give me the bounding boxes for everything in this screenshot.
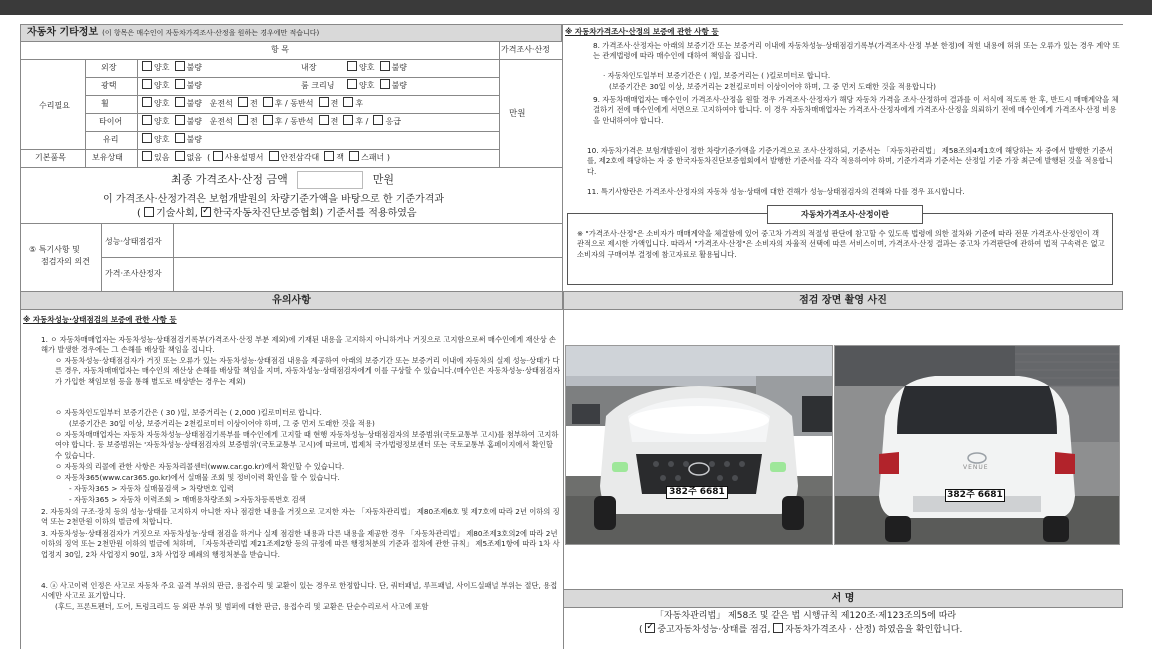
- basis-line-2: ( 기술사회, ✓ 한국자동차진단보증협회) 기준서를 적용하였음: [137, 207, 417, 221]
- special-label-1: ⑤ 특기사항 및: [29, 245, 80, 254]
- section-title-other-info: 자동차 기타정보 (이 항목은 매수인이 자동차가격조사·산정을 원하는 경우에만 적습니다): [21, 25, 562, 42]
- tire-options: 양호 불량 운전석 전 후 / 동반석 전 후 / 응급: [142, 115, 401, 129]
- label-glass: 유리: [103, 135, 119, 144]
- note-3: 3. 자동차성능·상태점검자가 거짓으로 자동차성능·상태 점검을 하거나 실제 점검한 내용과 다른 내용을 제공한 경우 「자동차관리법」 제80조제3호의2에 따라 2년 이하의 징역 또는 2천만원 이하의 벌금에 처하며, 「자동차관리법 제21조제2항 등의 규정에 따른 행정처분의 기준과 절차에 관한 규칙」 제5조제1항에 따라 1차 사업정지 30일, 2차 사업정지 90일, 3차 사업장 폐쇄의 행정처분을 받습니다.: [41, 529, 560, 559]
- notes-header: 유의사항: [21, 292, 563, 310]
- tire-spare-checkbox[interactable]: [373, 115, 383, 125]
- clause-8-sub-2: (보증기간은 30일 이상, 보증거리는 2천킬로미터 이상이어야 하며, 그 중 먼저 도래한 것을 적용합니다): [609, 82, 936, 91]
- rear-brand-emblem: VENUE: [963, 464, 989, 471]
- tire-passenger-front-checkbox[interactable]: [319, 115, 329, 125]
- price-survey-checkbox[interactable]: [773, 623, 783, 633]
- front-photo: [565, 345, 833, 545]
- final-price-row: [171, 171, 394, 189]
- label-exterior: 외장: [101, 63, 117, 72]
- interior-bad-checkbox[interactable]: [380, 61, 390, 71]
- wheel-bad-checkbox[interactable]: [175, 97, 185, 107]
- gloss-bad-checkbox[interactable]: [175, 79, 185, 89]
- basis-line-1: 이 가격조사·산정가격은 보험개발원의 차량기준가액을 바탕으로 한 기준가격과: [103, 194, 445, 205]
- price-inspector-label: 가격·조사산정자: [105, 269, 162, 278]
- tire-driver-front-checkbox[interactable]: [238, 115, 248, 125]
- col-header-price: 가격조사·산정: [501, 45, 550, 54]
- label-room-clean: 룸 크리닝: [301, 81, 335, 90]
- clause-9: 9. 자동차매매업자는 매수인이 가격조사·산정을 원할 경우 가격조사·산정자가 해당 자동차 가격을 조사·산정하여 결과를 이 서식에 적도록 한 후, 반드시 매매계약을 체결하기 전에 매수인에게 서면으로 고지하여야 합니다. 이 경우 자동차매매업자는 가격조사·산정자에게 가격조사·산정을 의뢰하기 전에 매수인에게 가격조사·산정 비용을 안내하여야 합니다.: [593, 95, 1119, 125]
- note-2: 2. 자동차의 구조·장치 등의 성능·상태를 고지하지 아니한 자나 점검한 내용을 거짓으로 고지한 자는 「자동차관리법」 제80조제6호 및 제7호에 따라 2년 이하의 징역 또는 2천만원 이하의 벌금에 처합니다.: [41, 507, 560, 527]
- possession-have-checkbox[interactable]: [142, 151, 152, 161]
- final-price-input[interactable]: [297, 171, 363, 189]
- tire-bad-checkbox[interactable]: [175, 115, 185, 125]
- exterior-options: 양호 불량: [142, 61, 202, 75]
- spanner-checkbox[interactable]: [349, 151, 359, 161]
- glass-good-checkbox[interactable]: [142, 133, 152, 143]
- tire-passenger-rear-checkbox[interactable]: [343, 115, 353, 125]
- signature-header: 서 명: [564, 590, 1123, 608]
- room-clean-bad-checkbox[interactable]: [380, 79, 390, 89]
- possession-none-checkbox[interactable]: [175, 151, 185, 161]
- wheel-driver-front-checkbox[interactable]: [238, 97, 248, 107]
- interior-good-checkbox[interactable]: [347, 61, 357, 71]
- note-1f: ㅇ 자동차365(www.car365.go.kr)에서 실매물 조회 및 정비이력 확인을 할 수 있습니다.: [55, 473, 340, 482]
- room-clean-options: 양호 불량: [347, 79, 407, 93]
- wheel-good-checkbox[interactable]: [142, 97, 152, 107]
- photos-header: 점검 장면 촬영 사진: [564, 292, 1123, 310]
- price-definition-title: 자동차가격조사·산정이란: [767, 205, 923, 224]
- top-bar: [0, 0, 1152, 15]
- wheel-options: 양호 불량 운전석 전 후 / 동반석 전 후: [142, 97, 363, 111]
- exterior-bad-checkbox[interactable]: [175, 61, 185, 71]
- clause-8: 8. 가격조사·산정자는 아래의 보증기간 또는 보증거리 이내에 자동차성능·상태점검기록부(가격조사·산정 부분 한정)에 적힌 내용에 허위 또는 오류가 있는 경우 계약 또는 관계법령에 따라 매수인에 대하여 책임을 집니다.: [593, 41, 1120, 61]
- gloss-options: 양호 불량: [142, 79, 202, 93]
- note-1: 1. ㅇ 자동차매매업자는 자동차성능·상태점검기록부(가격조사·산정 부분 제외)에 기재된 내용을 고지하지 아니하거나 거짓으로 고지함으로써 매수인에게 재산상 손해가 발생한 경우에는 그 손해를 배상할 책임을 집니다.: [41, 335, 556, 355]
- wheel-passenger-rear-checkbox[interactable]: [343, 97, 353, 107]
- triangle-checkbox[interactable]: [269, 151, 279, 161]
- perf-inspector-label: 성능·상태점검자: [105, 237, 162, 246]
- note-4: 4. ⓐ 사고이력 인정은 사고로 자동차 주요 골격 부위의 판금, 용접수리 및 교환이 있는 경우로 한정합니다. 단, 쿼터패널, 루프패널, 사이드실패널 부위는 절단, 용접 시에만 사고로 표기합니다.: [41, 581, 558, 601]
- label-wheel: 휠: [101, 99, 109, 108]
- note-1c: ㅇ 자동차인도일부터 보증기간은 ( 30 )일, 보증거리는 ( 2,000 )킬로미터로 합니다.: [55, 408, 322, 417]
- note-4b: (후드, 프론트펜더, 도어, 트렁크리드 등 외판 부위 및 범퍼에 대한 판금, 용접수리 및 교환은 단순수리로서 사고에 포함: [55, 602, 429, 611]
- label-interior: 내장: [301, 63, 317, 72]
- note-1b: ㅇ 자동차성능·상태점검자가 거짓 또는 오류가 있는 자동차성능·상태점검 내용을 제공하여 아래의 보증기간 또는 보증거리 이내에 자동차의 실제 성능·상태가 다른 경우, 자동차매매업자는 매수인의 재산상 손해를 배상할 책임을 지며, 자동차성능·상태점검자에게 이를 구상할 수 있습니다.(매수인은 자동차성능·상태점검자가 가입한 책임보험 등을 통해 별도로 배상받는 경우는 제외): [55, 356, 561, 386]
- note-1f2: - 자동차365 > 자동차 이력조회 > 매매용차량조회 >자동차등록번호 검색: [69, 495, 306, 504]
- group-basic-label: 기본품목: [35, 153, 66, 162]
- inspection-sheet: [20, 24, 1123, 649]
- rear-license-plate: 382주 6681: [945, 489, 1005, 502]
- tire-good-checkbox[interactable]: [142, 115, 152, 125]
- wheel-driver-rear-checkbox[interactable]: [263, 97, 273, 107]
- front-photo-svg: [566, 346, 832, 544]
- exterior-good-checkbox[interactable]: [142, 61, 152, 71]
- glass-options: 양호 불량: [142, 133, 202, 147]
- wheel-passenger-front-checkbox[interactable]: [319, 97, 329, 107]
- label-possession: 보유상태: [92, 153, 123, 162]
- note-1d: ㅇ 자동차매매업자는 자동차 자동차성능·상태점검기록부를 매수인에게 고지할 때 현행 자동차성능·상태점검자의 보증범위(국토교통부 고시)를 첨부하여 고지하여야 합니다. 등 보증범위는 '자동차성능·상태점검자의 보증범위'(국토교통부 고시)에 따르며, 법제처 국가법령정보센터 또는 국토교통부 홈페이지에서 확인할 수 있습니다.: [55, 430, 559, 460]
- rear-photo-svg: [835, 346, 1119, 544]
- rear-photo: [834, 345, 1120, 545]
- clause-10: 10. 자동차가격은 보험개발원이 정한 차량기준가액을 기준가격으로 조사·산정하되, 기준서는 「자동차관리법」 제58조의4제1호에 해당하는 자 중에서 발행한 기준서를, 제2호에 해당하는 자 중 한국자동차진단보증협회에서 발행한 기준서를 각각 적용하여야 하며, 기준가격과 기준서는 산정일 기준 가장 최근에 발행된 것을 적용합니다.: [587, 146, 1113, 176]
- jack-checkbox[interactable]: [324, 151, 334, 161]
- interior-options: 양호 불량: [347, 61, 407, 75]
- label-tire: 타이어: [99, 117, 123, 126]
- final-price-unit: 만원: [372, 173, 395, 186]
- note-1e: ㅇ 자동차의 리콜에 관한 사항은 자동차리콜센터(www.car.go.kr)에서 확인할 수 있습니다.: [55, 462, 345, 471]
- right-top-heading: ※ 자동차가격조사·산정의 보증에 관한 사항 등: [565, 27, 719, 36]
- note-1c2: (보증기간은 30일 이상, 보증거리는 2천킬로미터 이상이어야 하며, 그 중 먼저 도래한 것을 적용): [69, 419, 375, 428]
- price-unit-label: 만원: [509, 109, 526, 119]
- possession-options: 있음 없음 ( 사용설명서 안전삼각대 잭 스패너 ): [142, 151, 390, 165]
- price-definition-text: ※ "가격조사·산정"은 소비자가 매매계약을 체결함에 있어 중고차 가격의 적절성 판단에 참고할 수 있도록 법령에 의한 절차와 기준에 따라 전문 가격조사·산정인이 객관적으로 제시한 가액입니다. 따라서 "가격조사·산정"은 소비자의 자율적 선택에 따른 서비스이며, 가격조사·산정 결과는 중고차 가격판단에 관하여 법적 구속력은 없고 소비자의 구매여부 결정에 참고자료로 활용됩니다.: [577, 229, 1105, 259]
- clause-11: 11. 특기사항란은 가격조사·산정자의 자동차 성능·상태에 대한 견해가 성능·상태점검자의 견해와 다를 경우 표시합니다.: [587, 187, 965, 196]
- special-label-2: 점검자의 의견: [41, 257, 90, 266]
- glass-bad-checkbox[interactable]: [175, 133, 185, 143]
- final-price-label: 최종 가격조사·산정 금액: [171, 173, 288, 186]
- clause-8-sub-1: · 자동차인도일부터 보증기간은 ( )일, 보증거리는 ( )킬로미터로 합니다.: [603, 71, 831, 80]
- tire-driver-rear-checkbox[interactable]: [263, 115, 273, 125]
- label-gloss: 광택: [101, 81, 117, 90]
- room-clean-good-checkbox[interactable]: [347, 79, 357, 89]
- col-header-item: 항 목: [271, 45, 289, 54]
- notes-heading: ※ 자동차성능·상태점검의 보증에 관한 사항 등: [23, 315, 177, 324]
- group-repair-label: 수리필요: [39, 101, 70, 110]
- signature-line-1: 「자동차관리법」 제58조 및 같은 법 시행규칙 제120조·제123조의5에 따라: [655, 611, 957, 621]
- kadia-checkbox[interactable]: [201, 207, 211, 217]
- performance-check-checkbox[interactable]: [645, 623, 655, 633]
- engineer-society-checkbox[interactable]: [144, 207, 154, 217]
- signature-line-2: ( ✓ 중고자동차성능·상태를 점검, 자동차가격조사 · 산정) 하였음을 확인합니다.: [639, 623, 962, 637]
- gloss-good-checkbox[interactable]: [142, 79, 152, 89]
- note-1f1: - 자동차365 > 자동차 실매물검색 > 차량번호 입력: [69, 484, 234, 493]
- manual-checkbox[interactable]: [213, 151, 223, 161]
- front-license-plate: 382주 6681: [666, 486, 728, 499]
